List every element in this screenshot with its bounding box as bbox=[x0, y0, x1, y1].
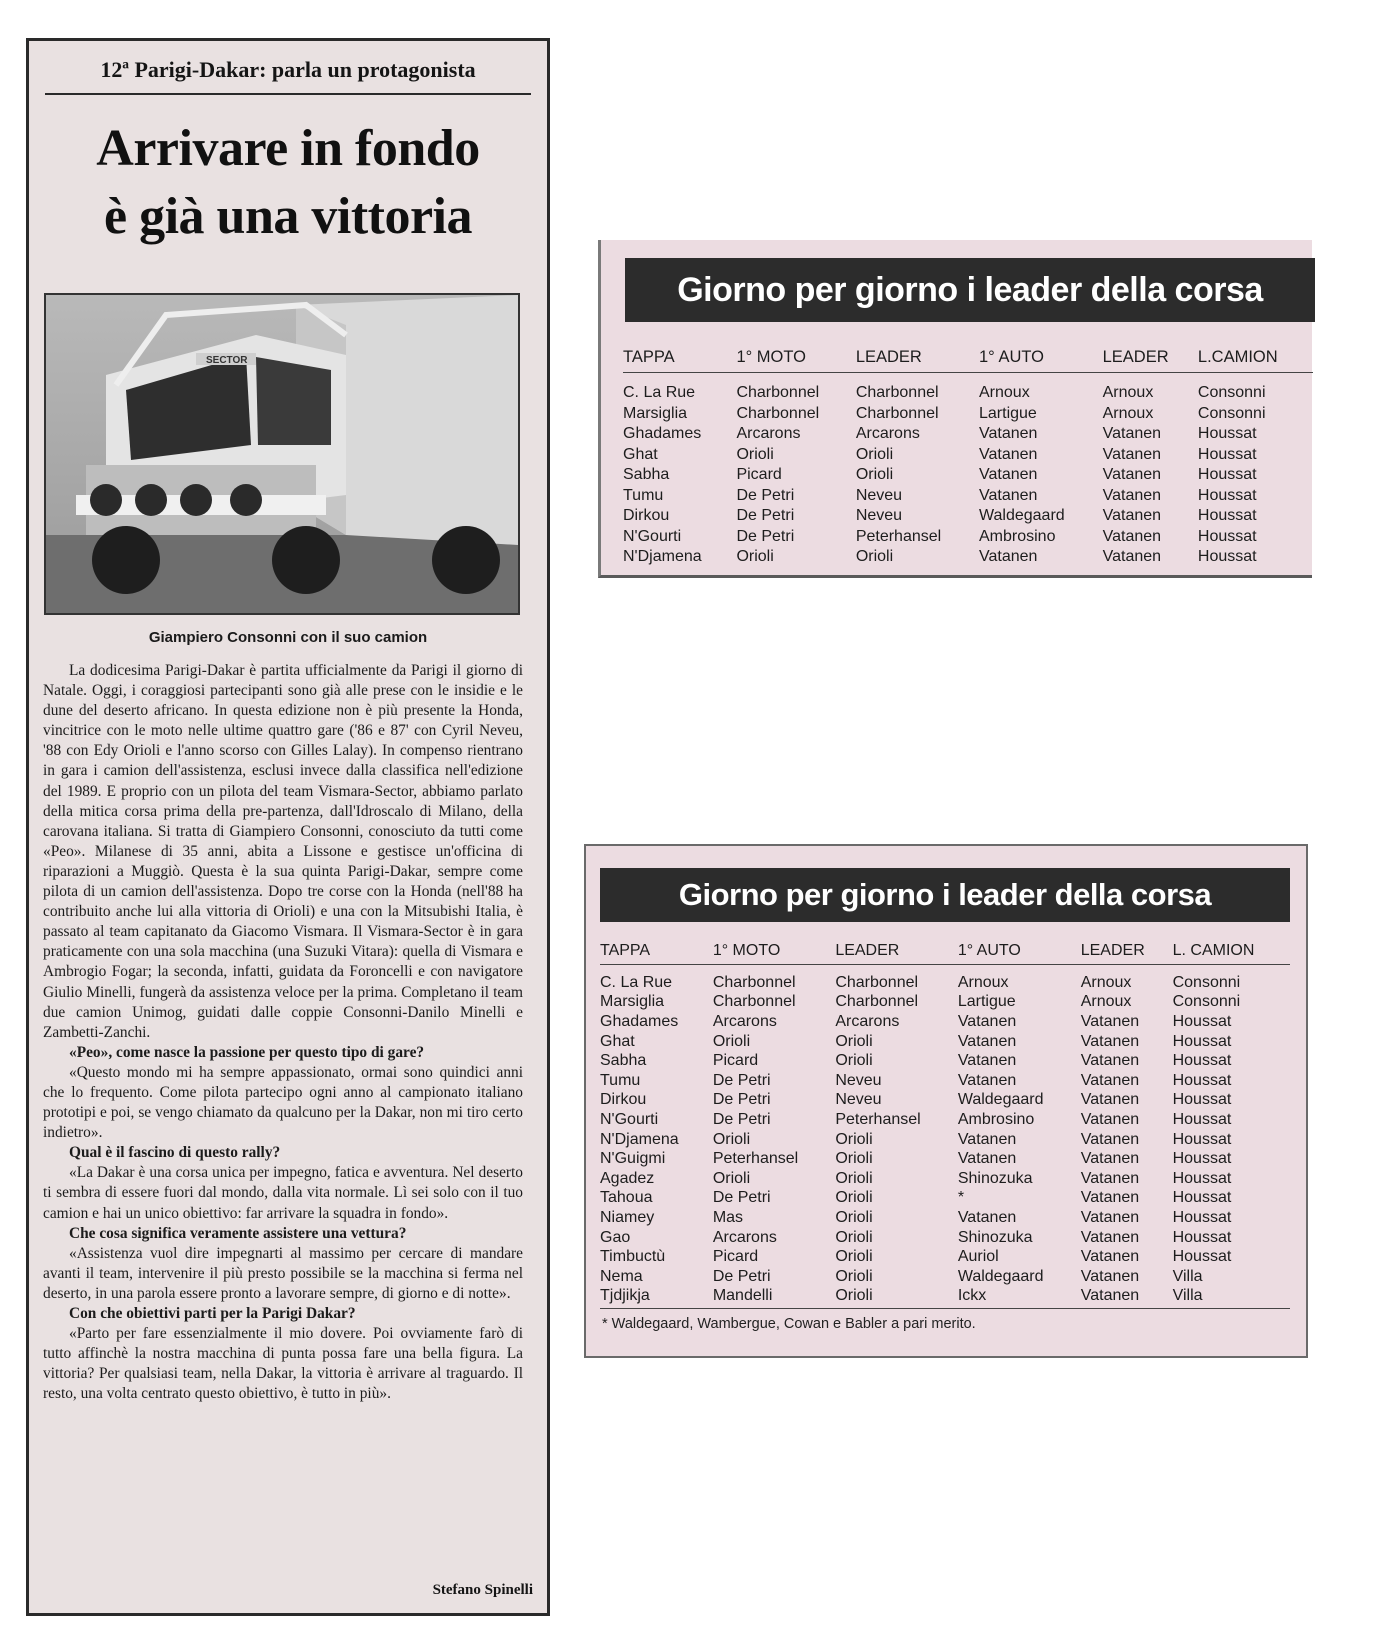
cell-moto: Picard bbox=[712, 1248, 759, 1266]
cell-moto-leader: Orioli bbox=[835, 1150, 873, 1168]
cell-camion: Consonni bbox=[1172, 993, 1241, 1011]
cell-auto: Vatanen bbox=[957, 1071, 1017, 1089]
cell-auto-leader: Vatanen bbox=[1080, 1267, 1140, 1285]
cell-camion: Houssat bbox=[1172, 1248, 1232, 1266]
cell-moto-leader: Orioli bbox=[835, 1032, 873, 1050]
cell-camion: Houssat bbox=[1197, 445, 1257, 463]
cell-moto: Arcarons bbox=[736, 425, 801, 443]
cell-moto: Orioli bbox=[712, 1032, 751, 1050]
cell-moto: Charbonnel bbox=[736, 404, 820, 422]
cell-auto: Vatanen bbox=[957, 1208, 1017, 1226]
cell-moto-leader: Orioli bbox=[835, 1248, 873, 1266]
cell-moto: Arcarons bbox=[712, 1228, 777, 1246]
table-2-title: Giorno per giorno i leader della corsa bbox=[600, 868, 1290, 922]
cell-auto: Lartigue bbox=[979, 404, 1037, 422]
cell-auto-leader: Vatanen bbox=[1080, 1248, 1140, 1266]
interview-question: Qual è il fascino di questo rally? bbox=[69, 1144, 281, 1162]
cell-camion: Houssat bbox=[1197, 466, 1257, 484]
table-row bbox=[600, 965, 1290, 993]
cell-moto: De Petri bbox=[736, 486, 795, 504]
kicker-divider bbox=[45, 93, 531, 95]
cell-auto-leader: Vatanen bbox=[1080, 1091, 1140, 1109]
cell-camion: Houssat bbox=[1197, 507, 1257, 525]
table-row bbox=[623, 404, 1313, 425]
cell-tappa: Dirkou bbox=[623, 507, 670, 525]
cell-tappa: Tahoua bbox=[600, 1189, 653, 1207]
col-header-auto: 1° AUTO bbox=[958, 938, 1081, 965]
article-paragraph: La dodicesima Parigi-Dakar è partita ufficialmente da Parigi il giorno di Natale. Oggi, i coraggiosi partecipanti sono già alle prese con le insidie e le dune del deserto africano. In questa edizione non è più presente la Honda, vincitrice con le moto nelle ultime quattro gare ('86 e 87' con Cyril Neveu, '88 con Edy Orioli e l'anno scorso con Gilles Lalay). In compenso rientrano in gara i camion dell'assistenza, esclusi invece dalla classifica nell'edizione del 1989. E proprio con un pilota del team Vismara-Sector, abbiamo parlato della mitica corsa prima della pre-partenza, dall'Idroscalo di Milano, della carovana italiana. Si tratta di Giampiero Consonni, conosciuto da tutti come «Peo». Milanese di 35 anni, abita a Lissone e gestisce un'officina di riparazioni a Muggiò. Questa è la sua quinta Parigi-Dakar, sempre come pilota di un camion dell'assistenza. Dopo tre corse con la Honda (nell'88 ha contribuito anche lui alla vittoria di Orioli) e una con la Mitsubishi Italia, è passato al team capitanato da Giacomo Vismara. Il Vismara-Sector è in gara praticamente con una sola macchina (una Suzuki Vitara): quella di Vismara e Ambrogio Fogar; la seconda, infatti, guidata da Foroncelli e con navigatore Giulio Minelli, fungerà da assistenza veloce per la prima. Completano il team due camion Unimog, guidati dalle coppie Consonni-Danilo Minelli e Zambetti-Zanchi. bbox=[43, 662, 523, 1041]
cell-moto-leader: Orioli bbox=[855, 548, 894, 566]
cell-auto-leader: Vatanen bbox=[1080, 1150, 1140, 1168]
cell-moto: De Petri bbox=[736, 527, 795, 545]
cell-tappa: Nema bbox=[600, 1267, 643, 1285]
cell-tappa: Tjdjikja bbox=[600, 1287, 650, 1305]
cell-moto-leader: Charbonnel bbox=[855, 404, 939, 422]
table-row bbox=[600, 1149, 1290, 1169]
article-kicker: 12ª Parigi-Dakar: parla un protagonista bbox=[100, 57, 476, 82]
cell-camion: Consonni bbox=[1197, 384, 1266, 402]
cell-moto: De Petri bbox=[712, 1091, 771, 1109]
table-row bbox=[600, 993, 1290, 1013]
cell-moto: De Petri bbox=[712, 1267, 771, 1285]
cell-tappa: N'Djamena bbox=[623, 548, 702, 566]
cell-tappa: N'Gourti bbox=[623, 527, 682, 545]
cell-auto-leader: Vatanen bbox=[1080, 1032, 1140, 1050]
cell-moto-leader: Orioli bbox=[835, 1287, 873, 1305]
leaders-table-2 bbox=[600, 938, 1290, 1306]
cell-auto-leader: Vatanen bbox=[1080, 1012, 1140, 1030]
truck-photo bbox=[44, 293, 520, 615]
col-header-camion: L.CAMION bbox=[1198, 342, 1313, 373]
cell-auto: Ambrosino bbox=[979, 527, 1056, 545]
cell-auto: Waldegaard bbox=[979, 507, 1065, 525]
cell-moto-leader: Charbonnel bbox=[835, 993, 919, 1011]
cell-auto: Shinozuka bbox=[957, 1169, 1033, 1187]
cell-moto: De Petri bbox=[712, 1071, 771, 1089]
cell-auto: Vatanen bbox=[957, 1032, 1017, 1050]
table-row bbox=[600, 1267, 1290, 1287]
cell-auto-leader: Arnoux bbox=[1080, 973, 1132, 991]
table-row bbox=[600, 1051, 1290, 1071]
cell-moto-leader: Orioli bbox=[835, 1169, 873, 1187]
photo-brand-text: SECTOR bbox=[206, 355, 248, 366]
cell-moto-leader: Neveu bbox=[835, 1091, 882, 1109]
cell-moto: Orioli bbox=[736, 548, 774, 566]
cell-tappa: C. La Rue bbox=[623, 384, 696, 402]
cell-tappa: Sabha bbox=[623, 466, 670, 484]
cell-camion: Houssat bbox=[1172, 1150, 1232, 1168]
table-row bbox=[623, 547, 1313, 568]
interview-answer: «Questo mondo mi ha sempre appassionato, ormai sono quindici anni che lo frequento. Come pilota partecipo ogni anno al campionato italiano prototipi e poi, se vengo chiamato da qualcuno per la Dakar, non mi tiro certo indietro». bbox=[43, 1063, 523, 1142]
table-row bbox=[600, 1189, 1290, 1209]
headline-line-1: Arrivare in fondo bbox=[96, 120, 480, 177]
cell-tappa: Marsiglia bbox=[623, 404, 688, 422]
headline-line-2: è già una vittoria bbox=[104, 188, 472, 245]
truck-illustration bbox=[46, 295, 518, 613]
table-row bbox=[623, 465, 1313, 486]
table-row bbox=[600, 1130, 1290, 1150]
cell-moto-leader: Peterhansel bbox=[835, 1110, 921, 1128]
cell-moto-leader: Orioli bbox=[855, 445, 894, 463]
leaders-table-1 bbox=[623, 342, 1313, 568]
table-row bbox=[600, 1091, 1290, 1111]
cell-camion: Consonni bbox=[1197, 404, 1266, 422]
cell-camion: Houssat bbox=[1172, 1228, 1232, 1246]
cell-tappa: Dirkou bbox=[600, 1091, 647, 1109]
cell-tappa: Ghat bbox=[600, 1032, 635, 1050]
table-row bbox=[600, 1032, 1290, 1052]
cell-moto-leader: Charbonnel bbox=[855, 384, 939, 402]
cell-auto-leader: Vatanen bbox=[1080, 1287, 1140, 1305]
cell-camion: Villa bbox=[1172, 1287, 1203, 1305]
table-row bbox=[600, 1012, 1290, 1032]
cell-tappa: Gao bbox=[600, 1228, 631, 1246]
col-header-auto-leader: LEADER bbox=[1103, 342, 1198, 373]
cell-camion: Houssat bbox=[1172, 1130, 1232, 1148]
table-row bbox=[623, 506, 1313, 527]
cell-auto: Vatanen bbox=[979, 445, 1038, 463]
cell-auto: Vatanen bbox=[957, 1012, 1017, 1030]
col-header-tappa: TAPPA bbox=[623, 342, 736, 373]
cell-camion: Villa bbox=[1172, 1267, 1203, 1285]
cell-tappa: Sabha bbox=[600, 1052, 647, 1070]
cell-auto: Vatanen bbox=[979, 425, 1038, 443]
cell-moto-leader: Orioli bbox=[835, 1208, 873, 1226]
leaders-table-clipping-2 bbox=[584, 844, 1308, 1358]
cell-auto: Shinozuka bbox=[957, 1228, 1033, 1246]
cell-tappa: N'Djamena bbox=[600, 1130, 679, 1148]
table-row bbox=[600, 1287, 1290, 1307]
cell-auto-leader: Vatanen bbox=[1102, 527, 1162, 545]
cell-camion: Consonni bbox=[1172, 973, 1241, 991]
cell-tappa: Agadez bbox=[600, 1169, 655, 1187]
cell-moto: Arcarons bbox=[712, 1012, 777, 1030]
footnote-divider bbox=[600, 1308, 1290, 1309]
cell-tappa: C. La Rue bbox=[600, 973, 673, 991]
cell-auto-leader: Arnoux bbox=[1102, 404, 1154, 422]
cell-moto-leader: Arcarons bbox=[835, 1012, 900, 1030]
cell-moto-leader: Orioli bbox=[835, 1228, 873, 1246]
cell-camion: Houssat bbox=[1172, 1052, 1232, 1070]
table-row bbox=[623, 445, 1313, 466]
newspaper-article bbox=[26, 38, 550, 1616]
cell-moto-leader: Orioli bbox=[835, 1130, 873, 1148]
cell-auto: Ickx bbox=[957, 1287, 987, 1305]
cell-camion: Houssat bbox=[1172, 1189, 1232, 1207]
cell-camion: Houssat bbox=[1172, 1169, 1232, 1187]
cell-moto: Orioli bbox=[712, 1130, 751, 1148]
cell-moto: De Petri bbox=[712, 1189, 771, 1207]
article-byline: Stefano Spinelli bbox=[432, 1582, 533, 1598]
interview-question: Con che obiettivi parti per la Parigi Dakar? bbox=[69, 1305, 356, 1322]
cell-auto-leader: Vatanen bbox=[1080, 1130, 1140, 1148]
table-row bbox=[623, 424, 1313, 445]
cell-tappa: Ghadames bbox=[623, 425, 702, 443]
cell-moto: Mandelli bbox=[712, 1287, 773, 1305]
cell-auto-leader: Arnoux bbox=[1102, 384, 1154, 402]
cell-moto: Peterhansel bbox=[712, 1150, 799, 1168]
cell-auto-leader: Vatanen bbox=[1080, 1228, 1140, 1246]
cell-auto-leader: Vatanen bbox=[1080, 1169, 1140, 1187]
interview-answer: «Parto per fare essenzialmente il mio dovere. Poi ovviamente farò di tutto affinchè la nostra macchina di punta possa fare una bella figura. La vittoria? Per qualsiasi team, nella Dakar, la vittoria è arrivare al traguardo. Il resto, una volta centrato questo obiettivo, è tutto in più». bbox=[43, 1325, 523, 1403]
cell-auto: Waldegaard bbox=[957, 1091, 1044, 1109]
table-row bbox=[600, 1208, 1290, 1228]
table-header-row bbox=[600, 938, 1290, 965]
table-1-title: Giorno per giorno i leader della corsa bbox=[625, 258, 1315, 322]
interview-question: Che cosa significa veramente assistere una vettura? bbox=[69, 1224, 407, 1242]
interview-answer: «Assistenza vuol dire impegnarti al massimo per cercare di mandare avanti il team, intervenire il più presto possibile se la macchina si ferma nel deserto, in una parola essere pronto a lavorare sempre, di giorno e di notte». bbox=[43, 1244, 523, 1302]
cell-moto-leader: Orioli bbox=[835, 1052, 873, 1070]
cell-auto: Vatanen bbox=[979, 466, 1038, 484]
col-header-tappa: TAPPA bbox=[600, 938, 713, 965]
cell-tappa: Marsiglia bbox=[600, 993, 665, 1011]
table-row bbox=[600, 1110, 1290, 1130]
cell-moto-leader: Orioli bbox=[835, 1189, 873, 1207]
cell-moto-leader: Peterhansel bbox=[855, 527, 942, 545]
col-header-moto-leader: LEADER bbox=[835, 938, 958, 965]
cell-auto-leader: Vatanen bbox=[1102, 548, 1162, 566]
table-row bbox=[600, 1071, 1290, 1091]
cell-tappa: Tumu bbox=[623, 486, 664, 504]
cell-moto-leader: Neveu bbox=[855, 486, 903, 504]
cell-auto: Vatanen bbox=[979, 548, 1038, 566]
cell-moto: De Petri bbox=[736, 507, 795, 525]
cell-auto: Vatanen bbox=[979, 486, 1038, 504]
cell-moto-leader: Orioli bbox=[835, 1267, 873, 1285]
col-header-auto: 1° AUTO bbox=[979, 342, 1103, 373]
article-body bbox=[43, 661, 523, 1404]
cell-auto-leader: Arnoux bbox=[1080, 993, 1132, 1011]
cell-moto-leader: Neveu bbox=[835, 1071, 882, 1089]
cell-auto-leader: Vatanen bbox=[1080, 1110, 1140, 1128]
cell-auto: Vatanen bbox=[957, 1150, 1017, 1168]
cell-auto-leader: Vatanen bbox=[1080, 1052, 1140, 1070]
cell-tappa: N'Guigmi bbox=[600, 1150, 666, 1168]
cell-auto: Waldegaard bbox=[957, 1267, 1044, 1285]
cell-moto-leader: Charbonnel bbox=[835, 973, 919, 991]
cell-camion: Houssat bbox=[1172, 1032, 1232, 1050]
cell-auto-leader: Vatanen bbox=[1102, 445, 1162, 463]
cell-moto: De Petri bbox=[712, 1110, 771, 1128]
cell-auto-leader: Vatanen bbox=[1080, 1189, 1140, 1207]
cell-auto: Lartigue bbox=[957, 993, 1016, 1011]
cell-camion: Houssat bbox=[1197, 527, 1257, 545]
article-headline bbox=[29, 115, 547, 251]
cell-camion: Houssat bbox=[1197, 548, 1257, 566]
cell-tappa: Timbuctù bbox=[600, 1248, 666, 1266]
cell-auto-leader: Vatanen bbox=[1080, 1071, 1140, 1089]
table-row bbox=[600, 1228, 1290, 1248]
col-header-moto: 1° MOTO bbox=[713, 938, 836, 965]
table-row bbox=[600, 1169, 1290, 1189]
cell-moto: Orioli bbox=[736, 445, 774, 463]
cell-auto-leader: Vatanen bbox=[1102, 466, 1162, 484]
cell-camion: Houssat bbox=[1172, 1110, 1232, 1128]
cell-auto: Arnoux bbox=[957, 973, 1009, 991]
table-row bbox=[623, 486, 1313, 507]
cell-moto: Picard bbox=[712, 1052, 759, 1070]
cell-auto-leader: Vatanen bbox=[1102, 486, 1162, 504]
cell-moto: Orioli bbox=[712, 1169, 751, 1187]
leaders-table-clipping-1 bbox=[598, 240, 1312, 578]
cell-moto: Charbonnel bbox=[712, 993, 796, 1011]
table-row bbox=[623, 373, 1313, 404]
cell-camion: Houssat bbox=[1172, 1208, 1232, 1226]
col-header-moto-leader: LEADER bbox=[856, 342, 979, 373]
cell-auto: Auriol bbox=[957, 1248, 999, 1266]
cell-camion: Houssat bbox=[1172, 1091, 1232, 1109]
cell-tappa: Ghat bbox=[623, 445, 658, 463]
cell-auto: Ambrosino bbox=[957, 1110, 1035, 1128]
cell-moto: Charbonnel bbox=[712, 973, 796, 991]
cell-camion: Houssat bbox=[1172, 1012, 1232, 1030]
cell-auto: Vatanen bbox=[957, 1130, 1017, 1148]
cell-auto: Arnoux bbox=[979, 384, 1030, 402]
table-header-row bbox=[623, 342, 1313, 373]
col-header-auto-leader: LEADER bbox=[1081, 938, 1173, 965]
cell-camion: Houssat bbox=[1197, 486, 1257, 504]
cell-moto-leader: Neveu bbox=[855, 507, 903, 525]
interview-question: «Peo», come nasce la passione per questo tipo di gare? bbox=[69, 1043, 425, 1061]
interview-answer: «La Dakar è una corsa unica per impegno, fatica e avventura. Nel deserto ti sembra di essere fuori dal mondo, dalla vita normale. Lì sei solo con il tuo camion e hai un unico obiettivo: far arrivare la squadra in fondo». bbox=[43, 1164, 523, 1222]
cell-moto: Charbonnel bbox=[736, 384, 820, 402]
table-row bbox=[623, 527, 1313, 548]
cell-tappa: N'Gourti bbox=[600, 1110, 659, 1128]
cell-tappa: Ghadames bbox=[600, 1012, 679, 1030]
col-header-camion: L. CAMION bbox=[1173, 938, 1290, 965]
cell-auto-leader: Vatanen bbox=[1080, 1208, 1140, 1226]
col-header-moto: 1° MOTO bbox=[736, 342, 855, 373]
cell-camion: Houssat bbox=[1197, 425, 1257, 443]
cell-moto: Mas bbox=[712, 1208, 744, 1226]
photo-caption: Giampiero Consonni con il suo camion bbox=[148, 629, 428, 646]
cell-camion: Houssat bbox=[1172, 1071, 1232, 1089]
cell-tappa: Niamey bbox=[600, 1208, 655, 1226]
cell-moto-leader: Orioli bbox=[855, 466, 894, 484]
cell-auto: Vatanen bbox=[957, 1052, 1017, 1070]
table-2-footnote: * Waldegaard, Wambergue, Cowan e Babler a pari merito. bbox=[602, 1316, 976, 1332]
cell-moto-leader: Arcarons bbox=[855, 425, 920, 443]
cell-auto-leader: Vatanen bbox=[1102, 425, 1162, 443]
cell-moto: Picard bbox=[736, 466, 782, 484]
cell-tappa: Tumu bbox=[600, 1071, 641, 1089]
cell-auto-leader: Vatanen bbox=[1102, 507, 1162, 525]
table-row bbox=[600, 1247, 1290, 1267]
cell-auto: * bbox=[957, 1189, 965, 1207]
